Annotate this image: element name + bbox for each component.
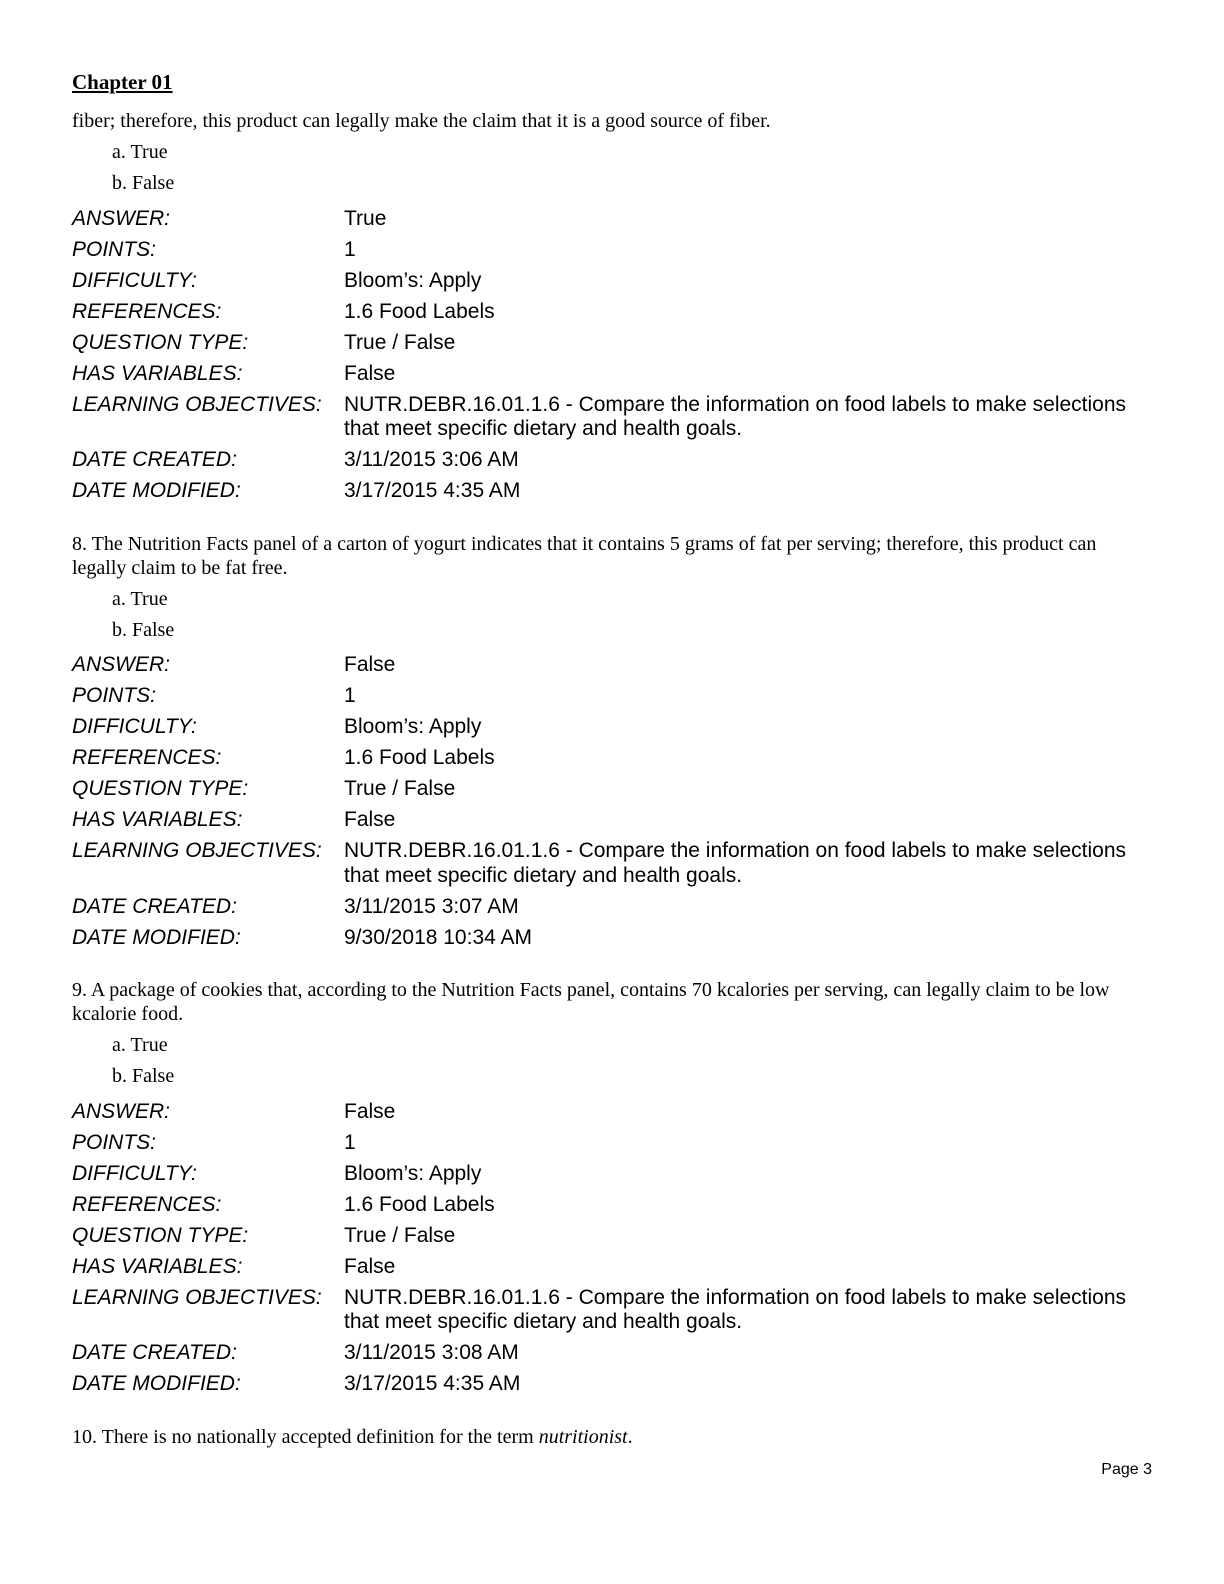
meta-key-references: REFERENCES:	[72, 299, 222, 323]
option-true: a. True	[112, 587, 168, 610]
meta-value-answer: True	[344, 206, 387, 230]
meta-value-has-variables: False	[344, 808, 396, 831]
question-metadata	[72, 200, 1152, 504]
question-continued	[72, 109, 1152, 504]
meta-key-date-created: DATE CREATED:	[72, 894, 237, 918]
meta-key-points: POINTS:	[72, 1130, 157, 1154]
meta-value-learning-objectives: NUTR.DEBR.16.01.1.6 - Compare the information on food labels to make selections that meet specific dietary and health goals.	[344, 392, 1127, 440]
meta-key-date-created: DATE CREATED:	[72, 448, 237, 471]
meta-key-answer: ANSWER:	[72, 1099, 171, 1123]
answer-options	[72, 1033, 1152, 1088]
question-prefix: 10. There is no nationally accepted definition for the term	[72, 1425, 539, 1448]
question-text: 8. The Nutrition Facts panel of a carton of yogurt indicates that it contains 5 grams of fat per serving; therefore, this product can legally claim to be fat free.	[72, 532, 1097, 579]
meta-value-date-modified: 3/17/2015 4:35 AM	[344, 479, 521, 502]
option-false: b. False	[112, 172, 175, 194]
meta-value-date-modified: 3/17/2015 4:35 AM	[344, 1372, 521, 1395]
meta-value-answer: False	[344, 653, 396, 676]
meta-key-learning-objectives: LEARNING OBJECTIVES:	[72, 1285, 322, 1309]
meta-key-question-type: QUESTION TYPE:	[72, 777, 249, 800]
meta-value-points: 1	[344, 237, 356, 261]
meta-value-difficulty: Bloom’s: Apply	[344, 715, 482, 738]
meta-key-date-modified: DATE MODIFIED:	[72, 1372, 241, 1395]
meta-key-difficulty: DIFFICULTY:	[72, 1161, 197, 1185]
meta-key-difficulty: DIFFICULTY:	[72, 715, 197, 738]
meta-key-answer: ANSWER:	[72, 653, 171, 676]
meta-value-references: 1.6 Food Labels	[344, 746, 495, 769]
meta-key-date-modified: DATE MODIFIED:	[72, 479, 241, 502]
meta-key-references: REFERENCES:	[72, 1192, 222, 1216]
option-false: b. False	[112, 1065, 175, 1087]
question-10	[72, 1425, 1152, 1449]
question-text	[72, 1425, 1152, 1449]
question-9	[72, 978, 1152, 1397]
meta-value-date-modified: 9/30/2018 10:34 AM	[344, 925, 532, 949]
meta-value-references: 1.6 Food Labels	[344, 1192, 495, 1216]
question-text: 9. A package of cookies that, according to the Nutrition Facts panel, contains 70 kcalories per serving, can legally claim to be low kcalorie food.	[72, 979, 1110, 1025]
meta-key-learning-objectives: LEARNING OBJECTIVES:	[72, 839, 322, 862]
question-8	[72, 532, 1152, 951]
meta-value-question-type: True / False	[344, 777, 456, 800]
meta-key-question-type: QUESTION TYPE:	[72, 330, 249, 354]
question-term: nutritionist	[538, 1425, 628, 1448]
meta-value-points: 1	[344, 1130, 356, 1154]
meta-key-date-modified: DATE MODIFIED:	[72, 925, 241, 949]
meta-key-has-variables: HAS VARIABLES:	[72, 361, 243, 385]
meta-key-learning-objectives: LEARNING OBJECTIVES:	[72, 392, 322, 416]
meta-key-references: REFERENCES:	[72, 746, 222, 769]
meta-key-date-created: DATE CREATED:	[72, 1341, 237, 1364]
option-true: a. True	[112, 141, 168, 163]
meta-key-difficulty: DIFFICULTY:	[72, 268, 197, 292]
answer-options	[72, 587, 1152, 642]
meta-key-question-type: QUESTION TYPE:	[72, 1223, 249, 1247]
meta-key-points: POINTS:	[72, 684, 157, 707]
meta-value-date-created: 3/11/2015 3:07 AM	[344, 894, 519, 918]
meta-key-has-variables: HAS VARIABLES:	[72, 1254, 243, 1278]
meta-value-has-variables: False	[344, 361, 396, 385]
meta-value-learning-objectives: NUTR.DEBR.16.01.1.6 - Compare the information on food labels to make selections that meet specific dietary and health goals.	[344, 839, 1127, 887]
question-text: fiber; therefore, this product can legally make the claim that it is a good source of fiber.	[72, 110, 771, 132]
page-number: Page 3	[1101, 1461, 1152, 1478]
document-page	[72, 70, 1152, 1449]
question-metadata	[72, 1093, 1152, 1397]
question-metadata	[72, 647, 1152, 951]
meta-key-has-variables: HAS VARIABLES:	[72, 808, 243, 831]
meta-key-answer: ANSWER:	[72, 206, 171, 230]
meta-value-difficulty: Bloom’s: Apply	[344, 1161, 482, 1185]
meta-value-question-type: True / False	[344, 330, 456, 354]
chapter-heading: Chapter 01	[72, 70, 173, 94]
meta-key-points: POINTS:	[72, 237, 157, 261]
option-true: a. True	[112, 1034, 168, 1056]
meta-value-date-created: 3/11/2015 3:08 AM	[344, 1341, 519, 1364]
meta-value-has-variables: False	[344, 1254, 396, 1278]
option-false: b. False	[112, 618, 175, 641]
answer-options	[72, 140, 1152, 195]
meta-value-question-type: True / False	[344, 1223, 456, 1247]
meta-value-references: 1.6 Food Labels	[344, 299, 495, 323]
meta-value-answer: False	[344, 1099, 396, 1123]
meta-value-learning-objectives: NUTR.DEBR.16.01.1.6 - Compare the information on food labels to make selections that meet specific dietary and health goals.	[344, 1285, 1127, 1333]
meta-value-date-created: 3/11/2015 3:06 AM	[344, 448, 519, 471]
question-suffix: .	[627, 1425, 633, 1448]
meta-value-difficulty: Bloom’s: Apply	[344, 268, 482, 292]
meta-value-points: 1	[344, 684, 356, 707]
